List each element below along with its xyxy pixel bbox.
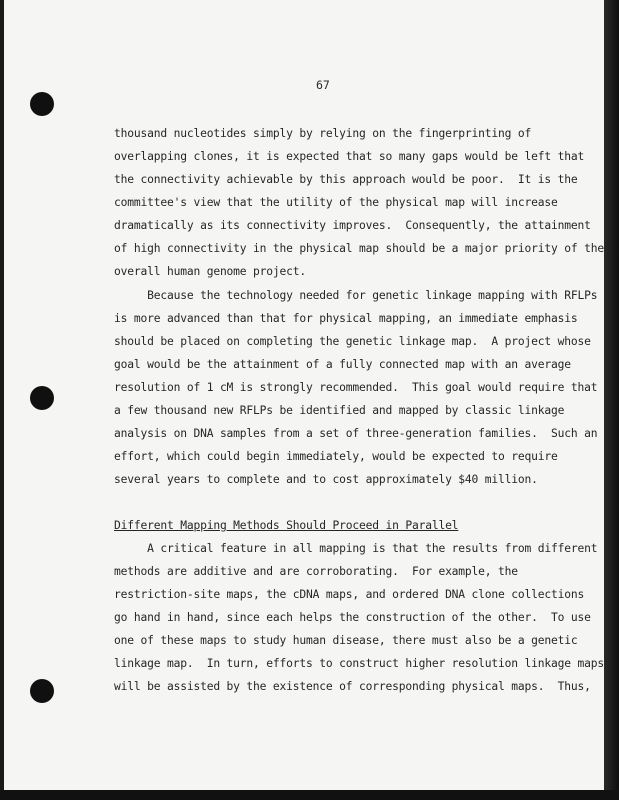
page-number: 67 [316,78,330,92]
paragraph-1-line: committee's view that the utility of the physical map will increase [114,196,558,209]
paragraph-2-line: effort, which could begin immediately, would be expected to require [114,450,558,463]
paragraph-3-line: will be assisted by the existence of corresponding physical maps. Thus, [114,680,591,693]
paragraph-2-line: resolution of 1 cM is strongly recommended. This goal would require that [114,381,598,394]
scan-edge-bottom [0,790,619,800]
punch-hole-bottom [30,679,54,703]
paragraph-3-line: one of these maps to study human disease, there must also be a genetic [114,634,578,647]
paragraph-1-line: dramatically as its connectivity improves. Consequently, the attainment [114,219,591,232]
paragraph-1-line: overlapping clones, it is expected that so many gaps would be left that [114,150,585,163]
paragraph-1-line: overall human genome project. [114,265,307,278]
paragraph-2-line: several years to complete and to cost approximately $40 million. [114,473,538,486]
paragraph-2-line: analysis on DNA samples from a set of three-generation families. Such an [114,427,598,440]
paragraph-2-line: a few thousand new RFLPs be identified and mapped by classic linkage [114,404,565,417]
paragraph-2-line: should be placed on completing the genetic linkage map. A project whose [114,335,591,348]
paragraph-2-line: Because the technology needed for genetic linkage mapping with RFLPs [114,289,598,302]
punch-hole-top [30,92,54,116]
section-heading: Different Mapping Methods Should Proceed in Parallel [114,519,459,532]
paragraph-1-line: thousand nucleotides simply by relying on the fingerprinting of [114,127,532,140]
punch-hole-middle [30,386,54,410]
paragraph-1-line: of high connectivity in the physical map should be a major priority of the [114,242,604,255]
scan-edge-right [604,0,619,800]
paragraph-3-line: linkage map. In turn, efforts to construct higher resolution linkage maps [114,657,604,670]
document-page [4,0,604,790]
paragraph-3-line: restriction-site maps, the cDNA maps, and ordered DNA clone collections [114,588,585,601]
paragraph-2-line: goal would be the attainment of a fully connected map with an average [114,358,571,371]
paragraph-3-line: go hand in hand, since each helps the construction of the other. To use [114,611,591,624]
paragraph-3-line: A critical feature in all mapping is that the results from different [114,542,598,555]
paragraph-2-line: is more advanced than that for physical mapping, an immediate emphasis [114,312,578,325]
paragraph-3-line: methods are additive and are corroborating. For example, the [114,565,518,578]
paragraph-1-line: the connectivity achievable by this approach would be poor. It is the [114,173,578,186]
